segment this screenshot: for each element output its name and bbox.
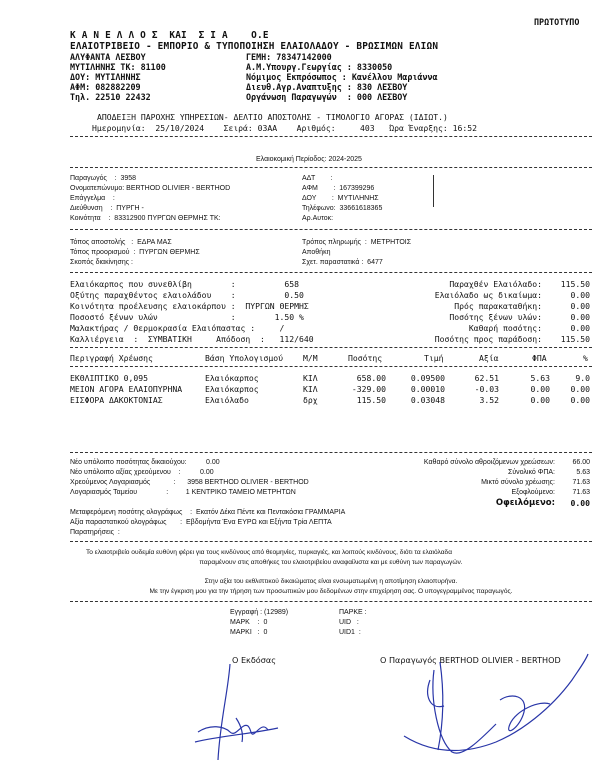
cell-description: ΜΕΙΟΝ ΑΓΟΡΑ ΕΛΑΙΟΠΥΡΗΝΑ xyxy=(70,384,183,394)
shipping-left-line: Σκοπός διακίνησης : xyxy=(70,259,133,266)
divider xyxy=(70,229,592,230)
summary-right-label: Μικτό σύνολο χρέωσης: xyxy=(481,479,555,486)
code-right-line: UID1 : xyxy=(339,629,361,636)
code-left-line: ΜΑΡΚΙ : 0 xyxy=(230,629,268,636)
shipping-right-line: Τρόπος πληρωμής : ΜΕΤΡΗΤΟΙΣ xyxy=(302,239,412,246)
cell-vat: 5.63 xyxy=(530,373,550,383)
summary-left-line: Χρεούμενος Λογαριασμός : 3958 BERTHOD OLIVIER - BERTHOD xyxy=(70,479,309,486)
cell-price: 0.00010 xyxy=(410,384,445,394)
company-left-line: ΑΦΜ: 082882209 xyxy=(70,82,141,92)
issuer-signature-label: Ο Εκδόσας xyxy=(232,655,276,665)
company-left-line: Τηλ. 22510 22432 xyxy=(70,92,151,102)
summary-extra-line: Μεταφερόμενη ποσότης ολογράφως : Εκατόν Δέκα Πέντε και Πεντακόσια ΓΡΑΜΜΑΡΙΑ xyxy=(70,509,346,516)
col-header: Αξία xyxy=(479,353,499,363)
code-left-line: ΜΑΡΚ : 0 xyxy=(230,619,268,626)
company-right-line: Νόμιμος Εκπρόσωπος : Κανέλλου Μαριάννα xyxy=(246,72,438,82)
note-line: Με την έγκριση μου για την τήρηση των προσωπικών μου δεδομένων στην επιχείρηση σας. Ο υπογεγραμμένος παραγωγός. xyxy=(149,588,513,595)
producer-signature-image xyxy=(400,640,590,762)
company-right-line: Διευθ.Αγρ.Αναπτυξης : 830 ΛΕΣΒΟΥ xyxy=(246,82,408,92)
producer-left-line: Επάγγελμα : xyxy=(70,195,115,202)
note-line: Το ελαιοτριβείο ουδεμία ευθύνη φέρει για τους κινδύνους από θεομηνίες, πυρκαγιές, και λοιπούς κινδύνους, διότι τα ελαιόλαδα xyxy=(86,549,452,556)
divider xyxy=(70,347,592,348)
measure-right-value: 0.00 xyxy=(570,312,590,322)
cell-unit: ΚΙΛ xyxy=(303,373,318,383)
divider xyxy=(70,601,592,602)
cell-qty: 115.50 xyxy=(356,395,386,405)
measure-right-value: 115.50 xyxy=(560,279,590,289)
company-left-line: ΜΥΤΙΛΗΝΗΣ ΤΚ: 81100 xyxy=(70,62,166,72)
measure-line: Καλλιέργεια : ΣΥΜΒΑΤΙΚΗ Απόδοση : 112/640 xyxy=(70,334,314,344)
cell-qty: -329.00 xyxy=(351,384,386,394)
producer-right-line: ΑΦΜ : 167399296 xyxy=(302,185,375,192)
producer-right-line: ΔΟΥ : ΜΥΤΙΛΗΝΗΣ xyxy=(302,195,379,202)
cell-value: -0.03 xyxy=(474,384,499,394)
measure-right-label: Πρός παρακαταθήκη: xyxy=(454,301,542,311)
measure-right-value: 0.00 xyxy=(570,323,590,333)
summary-balance-label: Οφειλόμενο: xyxy=(495,498,555,508)
divider xyxy=(70,366,592,367)
company-right-line: Α.Μ.Υπουργ.Γεωργίας : 8330050 xyxy=(246,62,393,72)
measure-right-value: 0.00 xyxy=(570,301,590,311)
cell-vat-pct: 9.0 xyxy=(575,373,590,383)
measure-right-value: 0.00 xyxy=(570,290,590,300)
summary-right-value: 5.63 xyxy=(576,469,590,476)
producer-left-line: Παραγωγός : 3958 xyxy=(70,175,137,182)
divider xyxy=(70,452,592,453)
original-copy-label: ΠΡΩΤΟΤΥΠΟ xyxy=(534,17,580,27)
producer-right-line: Αρ.Αυτοκ: xyxy=(302,215,334,222)
cell-vat: 0.00 xyxy=(530,384,550,394)
document-title: ΑΠΟΔΕΙΞΗ ΠΑΡΟΧΗΣ ΥΠΗΡΕΣΙΩΝ- ΔΕΛΤΙΟ ΑΠΟΣΤΟΛΗΣ - ΤΙΜΟΛΟΓΙΟ ΑΓΟΡΑΣ (ΙΔΙΩΤ.) xyxy=(97,112,448,122)
note-line: Στην αξία του εκθλιπτικού δικαιώματος είναι ενσωματωμένη η αποτίμηση ελαιοπυρήνα. xyxy=(204,578,458,585)
code-right-line: UID : xyxy=(339,619,359,626)
cell-value: 62.51 xyxy=(474,373,499,383)
summary-right-value: 71.63 xyxy=(572,479,590,486)
measure-line: Ποσοστό ξένων υλών : 1.50 % xyxy=(70,312,304,322)
cell-price: 0.09500 xyxy=(410,373,445,383)
cell-vat-pct: 0.00 xyxy=(570,384,590,394)
summary-right-label: Σύνολικό ΦΠΑ: xyxy=(508,469,555,476)
code-right-line: ΠΑΡΚΕ : xyxy=(339,609,367,616)
company-name: Κ Α Ν Ε Λ Λ Ο Σ ΚΑΙ Σ Ι Α Ο.Ε xyxy=(70,30,269,41)
col-header: Τιμή xyxy=(424,353,444,363)
col-header: Περιγραφή Χρέωσης xyxy=(70,353,153,363)
code-left-line: Εγγραφή : (12989) xyxy=(230,609,289,616)
col-header: Μ/Μ xyxy=(303,353,318,363)
cell-qty: 658.00 xyxy=(356,373,386,383)
divider xyxy=(70,272,592,273)
summary-right-label: Καθαρό σύνολο αθροιζόμενων χρεώσεων: xyxy=(423,459,555,466)
cell-unit: ΚΙΛ xyxy=(303,384,318,394)
company-activity: ΕΛΑΙΟΤΡΙΒΕΙΟ - ΕΜΠΟΡΙΟ & ΤΥΠΟΠΟΙΗΣΗ ΕΛΑΙΟΛΑΔΟΥ - ΒΡΩΣΙΜΩΝ ΕΛΙΩΝ xyxy=(70,41,439,52)
company-right-line: Οργάνωση Παραγωγών : 000 ΛΕΣΒΟΥ xyxy=(246,92,408,102)
note-line: παραμένουν στις αποθήκες του ελαιοτριβείου αναφαίλιστα και με ευθύνη των παραγωγών. xyxy=(199,559,463,566)
measure-right-label: Καθαρή ποσότης: xyxy=(468,323,542,333)
cell-basis: Ελαιόλαδο xyxy=(205,395,249,405)
cell-vat: 0.00 xyxy=(530,395,550,405)
summary-left-line: Νέο υπόλοιπο αξίας χρεούμενου : 0.00 xyxy=(70,469,214,476)
producer-left-line: Διεύθυνση : ΠΥΡΓΗ - xyxy=(70,205,144,212)
producer-left-line: Κοινότητα : 83312900 ΠΥΡΓΩΝ ΘΕΡΜΗΣ ΤΚ: xyxy=(70,215,221,222)
measure-right-label: Ποσότης ξένων υλών: xyxy=(449,312,542,322)
company-right-line: ΓΕΜΗ: 78347142000 xyxy=(246,52,332,62)
summary-left-line: Νέο υπόλοιπο ποσότητας δικαιούχου: 0.00 xyxy=(70,459,220,466)
cell-vat-pct: 0.00 xyxy=(570,395,590,405)
measure-right-value: 115.50 xyxy=(560,334,590,344)
document-date-line: Ημερομηνία: 25/10/2024 Σειρά: 03ΑΑ Αριθμός: 403 Ώρα Έναρξης: 16:52 xyxy=(92,123,477,133)
col-header: ΦΠΑ xyxy=(532,353,547,363)
col-header: % xyxy=(583,353,588,363)
measure-line: Ελαιόκαρπος που συνεθλίβη : 658 xyxy=(70,279,300,289)
summary-right-label: Εξοφλούμενο: xyxy=(511,489,555,496)
issuer-signature-image xyxy=(190,662,280,762)
shipping-left-line: Τόπος προορισμού : ΠΥΡΓΩΝ ΘΕΡΜΗΣ xyxy=(70,249,200,256)
col-header: Ποσότης xyxy=(348,353,383,363)
divider xyxy=(70,541,592,542)
summary-right-value: 71.63 xyxy=(572,489,590,496)
measure-line: Κοινότητα προέλευσης ελαιοκάρπου : ΠΥΡΓΩΝ ΘΕΡΜΗΣ xyxy=(70,301,309,311)
producer-left-line: Ονοματεπώνυμο: BERTHOD OLIVIER - BERTHOD xyxy=(70,185,231,192)
summary-extra-line: Παρατηρήσεις : xyxy=(70,529,120,536)
shipping-right-line: Σχετ. παραστατικά : 6477 xyxy=(302,259,383,266)
olive-period: Ελαιοκομική Περίοδος: 2024-2025 xyxy=(256,156,362,163)
company-left-line: ΔΟΥ: ΜΥΤΙΛΗΝΗΣ xyxy=(70,72,141,82)
divider xyxy=(70,167,592,168)
divider xyxy=(70,136,592,137)
cell-description: ΕΚΘΛΙΠΤΙΚΟ 0,095 xyxy=(70,373,148,383)
cell-description: ΕΙΣΦΟΡΑ ΔΑΚΟΚΤΟΝΙΑΣ xyxy=(70,395,163,405)
measure-right-label: Παραχθέν Ελαιόλαδο: xyxy=(449,279,542,289)
measure-right-label: Ελαιόλαδο ως δικαίωμα: xyxy=(434,290,542,300)
measure-line: Μαλακτήρας / Θερμοκρασία Ελαιόπαστας : / xyxy=(70,323,285,333)
summary-right-value: 66.00 xyxy=(572,459,590,466)
cell-basis: Ελαιόκαρπος xyxy=(205,384,259,394)
summary-left-line: Λογαριασμός Ταμείου : 1 ΚΕΝΤΡΙΚΟ ΤΑΜΕΙΟ ΜΕΤΡΗΤΩΝ xyxy=(70,489,296,496)
cell-basis: Ελαιόκαρπος xyxy=(205,373,259,383)
measure-right-label: Ποσότης προς παράδοση: xyxy=(434,334,542,344)
cell-value: 3.52 xyxy=(479,395,499,405)
company-left-line: ΑΛΥΦΑΝΤΑ ΛΕΣΒΟΥ xyxy=(70,52,146,62)
col-header: Βάση Υπολογισμού xyxy=(205,353,283,363)
box-rule xyxy=(433,175,434,207)
measure-line: Οξύτης παραχθέντος ελαιολάδου : 0.50 xyxy=(70,290,304,300)
cell-unit: δρχ xyxy=(303,395,318,405)
shipping-right-line: Αποθήκη xyxy=(302,249,331,256)
summary-extra-line: Αξία παραστατικού ολογράφως : Εβδομήντα Ένα ΕΥΡΩ και Εξήντα Τρία ΛΕΠΤΑ xyxy=(70,519,332,526)
summary-balance-value: 0.00 xyxy=(570,498,590,508)
cell-price: 0.03048 xyxy=(410,395,445,405)
producer-right-line: Τηλέφωνο: 33661618365 xyxy=(302,205,383,212)
producer-right-line: ΑΔΤ : xyxy=(302,175,333,182)
shipping-left-line: Τόπος αποστολής : ΕΔΡΑ ΜΑΣ xyxy=(70,239,172,246)
producer-signature-label: Ο Παραγωγός BERTHOD OLIVIER - BERTHOD xyxy=(380,655,561,665)
